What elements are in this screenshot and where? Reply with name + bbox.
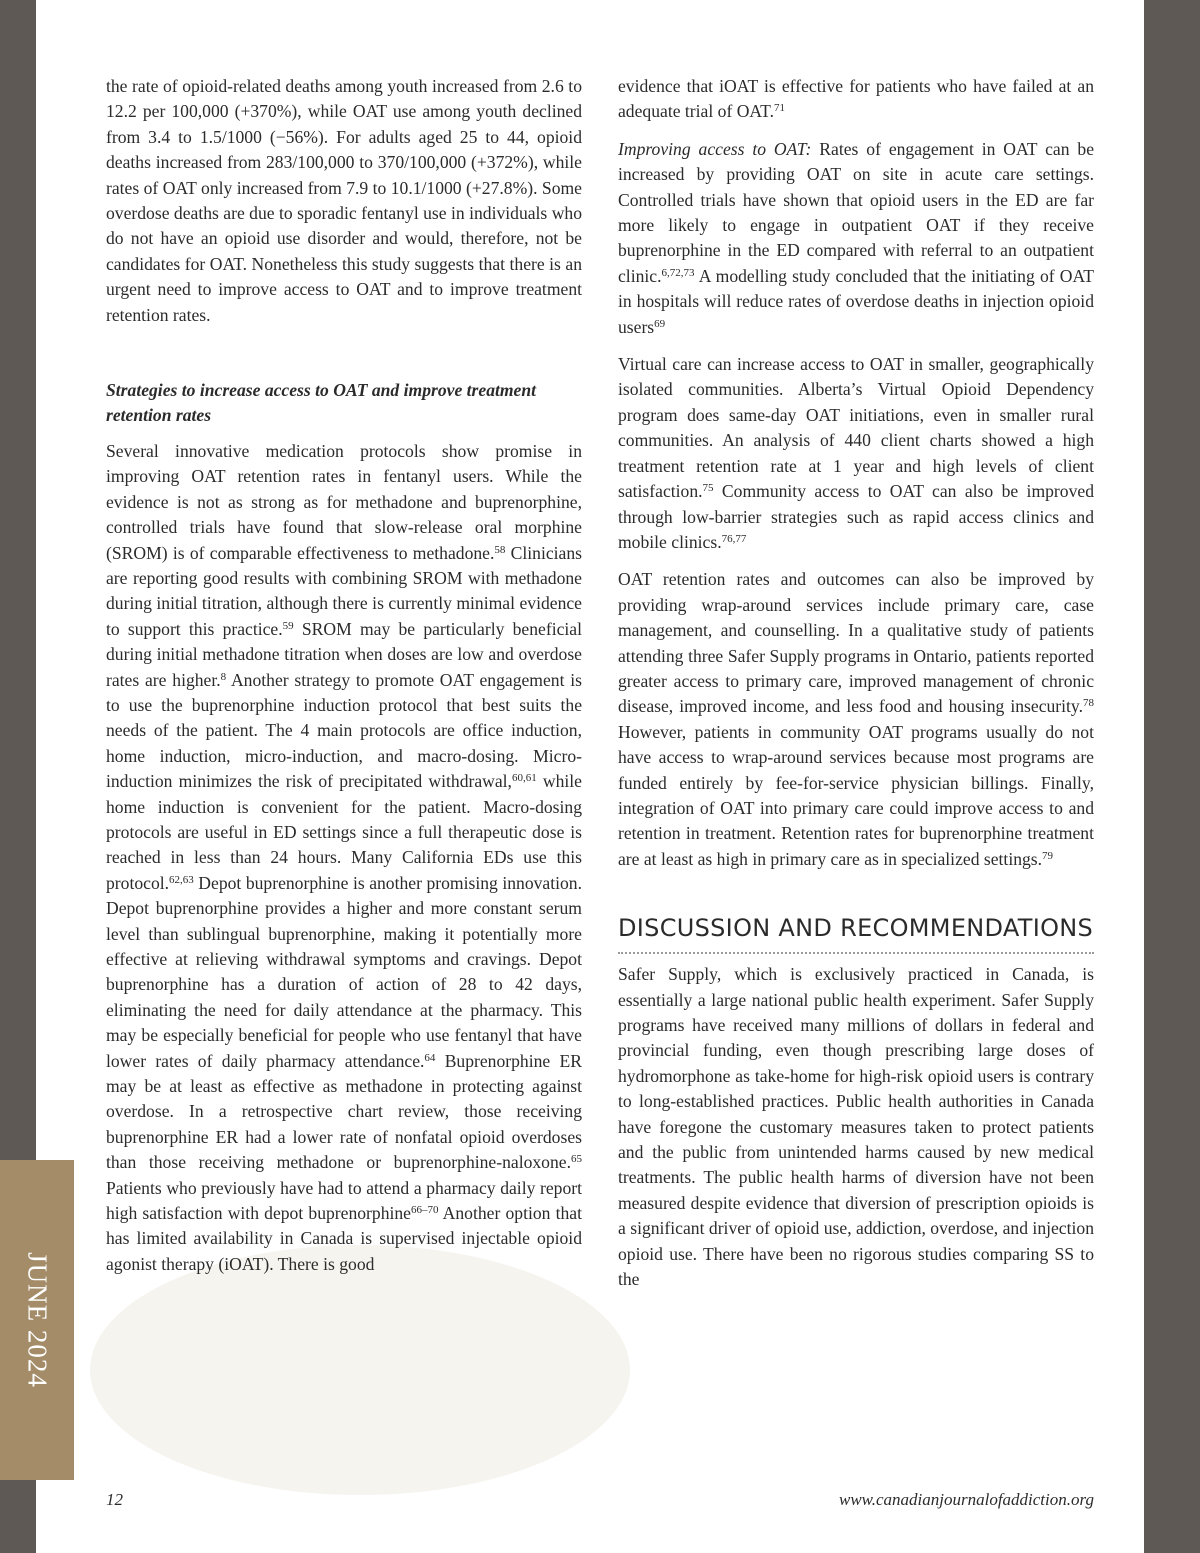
background-watermark [90, 1245, 630, 1495]
citation-ref: 62,63 [169, 873, 194, 886]
paragraph-lead-in: Improving access to OAT: [618, 138, 812, 159]
issue-date-tab [0, 1160, 74, 1480]
citation-ref: 64 [424, 1051, 436, 1064]
citation-ref: 59 [282, 619, 294, 632]
citation-ref: 66–70 [411, 1204, 439, 1217]
citation-ref: 79 [1042, 849, 1054, 862]
right-margin-bar [1144, 0, 1200, 1553]
section-subheading: Strategies to increase access to OAT and improve treatment retention rates [106, 380, 537, 426]
citation-ref: 58 [494, 543, 506, 556]
journal-url-link[interactable]: www.canadianjournalofaddiction.org [838, 1490, 1094, 1509]
issue-date-label: JUNE 2024 [22, 1252, 53, 1388]
section-heading: DISCUSSION AND RECOMMENDATIONS [618, 914, 1094, 943]
left-column [106, 74, 582, 1277]
citation-ref: 75 [702, 482, 714, 495]
body-paragraph: Improving access to OAT: Rates of engagement in OAT can be increased by providing OAT on site in acute care settings. Controlled trials have shown that opioid users in the ED are far more likely to engage in outpatient OAT if they receive buprenorphine in the ED compared with referral to an outpatient clinic.$^{6,72,73}$ A modelling study concluded that the initiating of OAT in hospitals will reduce rates of overdose deaths in injection opioid users$^{69}$ [618, 138, 1094, 337]
citation-ref: 8 [220, 670, 227, 683]
body-paragraph: OAT retention rates and outcomes can also be improved by providing wrap-around services include primary care, case management, and counselling. In a qualitative study of patients attending three Safer Supply programs in Ontario, patients reported greater access to primary care, improved management of chronic disease, improved income, and less food and housing insecurity.$^{78}$ However, patients in community OAT programs usually do not have access to wrap-around services because most programs are funded entirely by fee-for-service physician billings. Finally, integration of OAT into primary care could improve access to and retention in treatment. Retention rates for buprenorphine treatment are at least as high in primary care as in specialized settings.$^{79}$ [618, 569, 1094, 869]
citation-ref: 76,77 [721, 532, 747, 545]
citation-ref: 69 [654, 317, 666, 330]
body-paragraph: Virtual care can increase access to OAT in smaller, geographically isolated communities. Alberta’s Virtual Opioid Dependency program does same-day OAT initiations, even in smaller rural communities. An analysis of 440 client charts showed a high treatment retention rate at 1 year and high levels of client satisfaction.$^{75}$ Community access to OAT can also be improved through low-barrier strategies such as rapid access clinics and mobile clinics.$^{76,77}$ [618, 354, 1094, 552]
citation-ref: 71 [774, 102, 785, 115]
body-paragraph: the rate of opioid-related deaths among youth increased from 2.6 to 12.2 per 100,000 (+370%), while OAT use among youth declined from 3.4 to 1.5/1000 (−56%). For adults aged 25 to 44, opioid deaths increased from 283/100,000 to 370/100,000 (+372%), while rates of OAT only increased from 7.9 to 10.1/1000 (+27.8%). Some overdose deaths are due to sporadic fentanyl use in individuals who do not have an opioid use disorder and would, therefore, not be candidates for OAT. Nonetheless this study suggests that there is an urgent need to improve access to OAT and to improve treatment retention rates. [106, 76, 582, 325]
citation-ref: 65 [571, 1153, 582, 1166]
right-column [618, 74, 1094, 1292]
body-paragraph: evidence that iOAT is effective for patients who have failed at an adequate trial of OAT.$^{71}$ [618, 76, 1094, 122]
page-number: 12 [106, 1490, 123, 1509]
citation-ref: 6,72,73 [661, 266, 695, 279]
body-paragraph: Safer Supply, which is exclusively practiced in Canada, is essentially a large national public health experiment. Safer Supply programs have received many millions of dollars in federal and provincial funding, even though prescribing large doses of hydromorphone as take-home for high-risk opioid users is contrary to long-established practices. Public health authorities in Canada have foregone the customary measures taken to protect patients and the public from unintended harms caused by new medical treatments. The public health harms of diversion have not been measured despite evidence that diversion of prescription opioids is a significant driver of opioid use, addiction, overdose, and injection opioid use. There have been no rigorous studies comparing SS to the [618, 964, 1094, 1290]
citation-ref: 78 [1083, 697, 1094, 710]
section-divider [618, 952, 1094, 954]
body-paragraph: Several innovative medication protocols show promise in improving OAT retention rates in fentanyl users. While the evidence is not as strong as for methadone and buprenorphine, controlled trials have found that slow-release oral morphine (SROM) is of comparable effectiveness to methadone.$^{58}$ Clinicians are reporting good results with combining SROM with methadone during initial titration, although there is currently minimal evidence to support this practice.$^{59}$ SROM may be particularly beneficial during initial methadone titration when doses are low and overdose rates are higher.$^8$ Another strategy to promote OAT engagement is to use the buprenorphine induction protocol that best suits the needs of the patient. The 4 main protocols are office induction, home induction, micro-induction, and macro-dosing. Micro-induction minimizes the risk of precipitated withdrawal,$^{60,61}$ while home induction is convenient for the patient. Macro-dosing protocols are useful in ED settings since a full therapeutic dose is reached in less than 24 hours. Many California EDs use this protocol.$^{62,63}$ Depot buprenorphine is another promising innovation. Depot buprenorphine provides a higher and more constant serum level than sublingual buprenorphine, making it potentially more effective at relieving withdrawal symptoms and cravings. Depot buprenorphine has a duration of action of 28 to 42 days, eliminating the need for daily attendance at the pharmacy. This may be especially beneficial for people who use fentanyl that have lower rates of daily pharmacy attendance.$^{64}$ Buprenorphine ER may be at least as effective as methadone in protecting against overdose. In a retrospective chart review, those receiving buprenorphine ER had a lower rate of nonfatal opioid overdoses than those receiving methadone or buprenorphine-naloxone.$^{65}$ Patients who previously have had to attend a pharmacy daily report high satisfaction with depot buprenorphine$^{66-70}$ Another option that has limited availability in Canada is supervised injectable opioid agonist therapy (iOAT). There is good [106, 440, 583, 1274]
citation-ref: 60,61 [511, 772, 537, 785]
